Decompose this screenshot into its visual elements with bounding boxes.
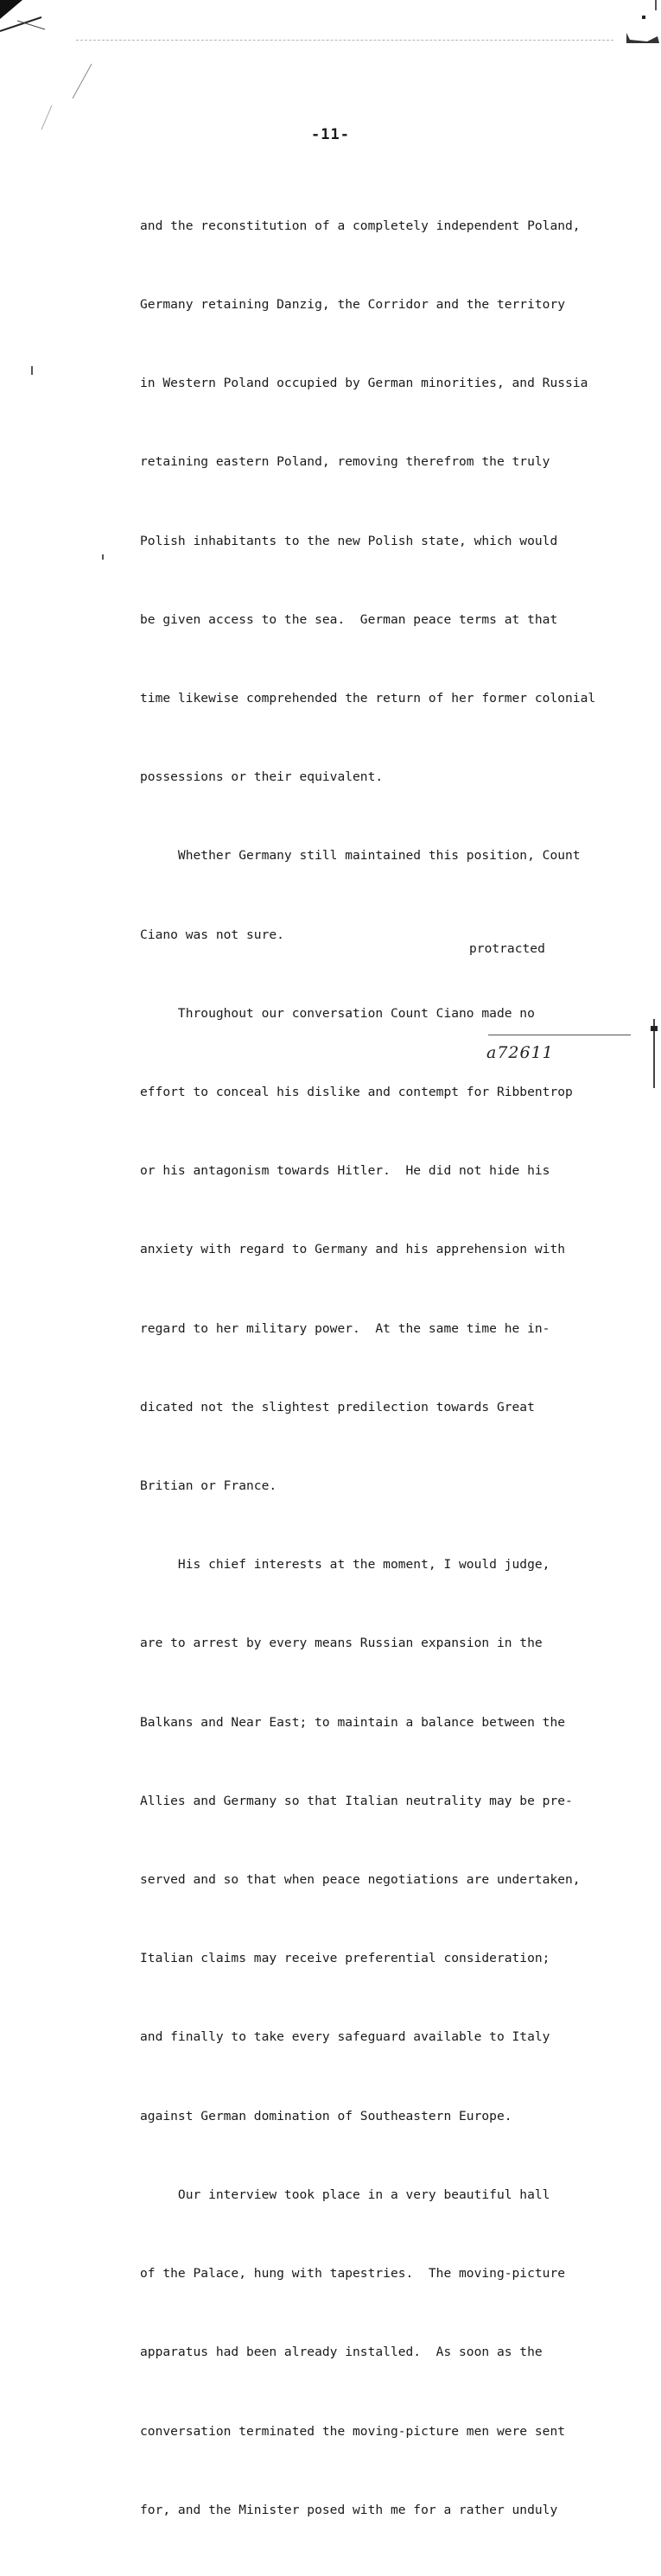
text-line: against German domination of Southeastern Europe.	[140, 2108, 512, 2123]
text-line: of the Palace, hung with tapestries. The moving-picture	[140, 2266, 566, 2282]
text-line: Balkans and Near East; to maintain a balance between the	[140, 1714, 566, 1730]
text-line: Polish inhabitants to the new Polish state, which would	[140, 533, 558, 548]
margin-tick	[102, 554, 104, 560]
margin-tick	[31, 366, 33, 375]
text-line: time likewise comprehended the return of her former colonial	[140, 691, 596, 706]
text-line: His chief interests at the moment, I would judge,	[140, 1557, 550, 1573]
text-line: Britian or France.	[140, 1478, 277, 1494]
text-line: Our interview took place in a very beautiful hall	[140, 2187, 550, 2202]
text-line: Whether Germany still maintained this position, Count	[140, 848, 581, 864]
top-right-scan-mark	[618, 0, 661, 52]
text-line: regard to her military power. At the same time he in-	[140, 1320, 550, 1336]
text-line: be given access to the sea. German peace terms at that	[140, 611, 558, 627]
text-line: Germany retaining Danzig, the Corridor and the territory	[140, 297, 566, 313]
text-line: served and so that when peace negotiations are undertaken,	[140, 1872, 581, 1888]
body-text	[140, 161, 624, 2576]
text-line: possessions or their equivalent.	[140, 769, 384, 785]
text-line: for, and the Minister posed with me for a rather unduly	[140, 2502, 558, 2517]
page-number: -11-	[311, 126, 350, 143]
text-line: Ciano was not sure.	[140, 927, 284, 942]
catalog-number: a72611	[486, 1043, 554, 1062]
text-line: conversation terminated the moving-picture men were sent	[140, 2423, 566, 2439]
text-line: Throughout our conversation Count Ciano made no	[140, 1005, 535, 1021]
text-line: anxiety with regard to Germany and his apprehension with	[140, 1242, 566, 1257]
text-line: retaining eastern Poland, removing therefrom the truly	[140, 454, 550, 470]
text-line: and finally to take every safeguard available to Italy	[140, 2029, 550, 2045]
text-line: Italian claims may receive preferential consideration;	[140, 1951, 550, 1966]
text-line: apparatus had been already installed. As soon as the	[140, 2345, 543, 2360]
text-line: in Western Poland occupied by German minorities, and Russia	[140, 376, 588, 391]
text-line: or his antagonism towards Hitler. He did not hide his	[140, 1163, 550, 1179]
catchword: protracted	[469, 941, 545, 956]
text-line: and the reconstitution of a completely independent Poland,	[140, 218, 581, 233]
text-line: dicated not the slightest predilection towards Great	[140, 1399, 535, 1415]
corner-fold-mark	[0, 0, 52, 43]
text-line: are to arrest by every means Russian expansion in the	[140, 1636, 543, 1651]
right-edge-scan-mark	[647, 1019, 659, 1088]
scan-artifact-line	[76, 40, 613, 41]
text-line: Allies and Germany so that Italian neutrality may be pre-	[140, 1793, 573, 1808]
text-line: effort to conceal his dislike and contempt for Ribbentrop	[140, 1085, 573, 1100]
